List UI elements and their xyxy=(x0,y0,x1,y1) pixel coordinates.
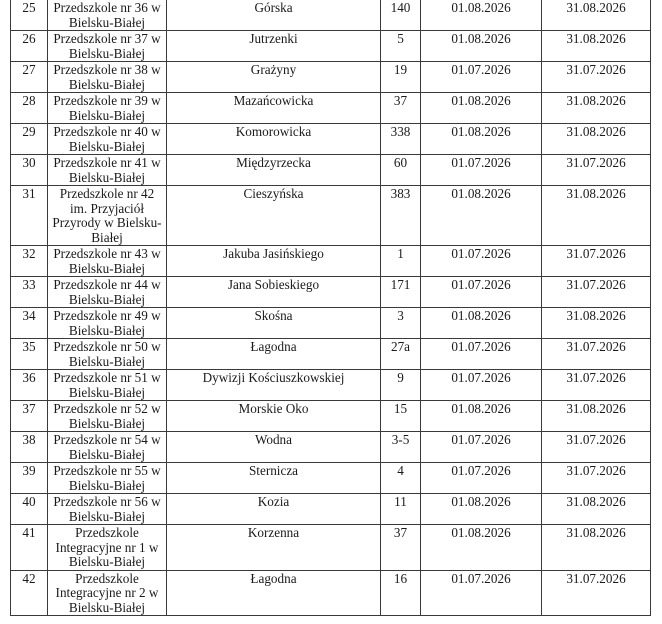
row-number-cell: 25 xyxy=(11,0,48,31)
building-number-cell: 4 xyxy=(381,463,421,494)
building-number-cell: 15 xyxy=(381,401,421,432)
kindergarten-name-cell: Przedszkole nr 41 w Bielsku-Białej xyxy=(48,155,167,186)
building-number-cell: 37 xyxy=(381,93,421,124)
kindergarten-name-cell: Przedszkole nr 36 w Bielsku-Białej xyxy=(48,0,167,31)
date-from-cell: 01.08.2026 xyxy=(421,525,542,571)
row-number-cell: 42 xyxy=(11,570,48,616)
date-to-cell: 31.08.2026 xyxy=(542,401,651,432)
date-from-cell: 01.07.2026 xyxy=(421,155,542,186)
row-number-cell: 29 xyxy=(11,124,48,155)
date-from-cell: 01.07.2026 xyxy=(421,570,542,616)
row-number-cell: 33 xyxy=(11,277,48,308)
table-row xyxy=(11,463,651,494)
row-number-cell: 37 xyxy=(11,401,48,432)
street-name-cell: Cieszyńska xyxy=(167,186,381,246)
building-number-cell: 3 xyxy=(381,308,421,339)
building-number-cell: 27a xyxy=(381,339,421,370)
date-to-cell: 31.07.2026 xyxy=(542,370,651,401)
kindergarten-name-cell: Przedszkole nr 52 w Bielsku-Białej xyxy=(48,401,167,432)
kindergarten-name-cell: Przedszkole nr 38 w Bielsku-Białej xyxy=(48,62,167,93)
table-row xyxy=(11,186,651,246)
row-number-cell: 39 xyxy=(11,463,48,494)
street-name-cell: Skośna xyxy=(167,308,381,339)
street-name-cell: Korzenna xyxy=(167,525,381,571)
date-to-cell: 31.08.2026 xyxy=(542,0,651,31)
street-name-cell: Górska xyxy=(167,0,381,31)
kindergarten-name-cell: Przedszkole nr 50 w Bielsku-Białej xyxy=(48,339,167,370)
street-name-cell: Wodna xyxy=(167,432,381,463)
date-from-cell: 01.08.2026 xyxy=(421,93,542,124)
row-number-cell: 28 xyxy=(11,93,48,124)
table-row xyxy=(11,124,651,155)
date-to-cell: 31.07.2026 xyxy=(542,62,651,93)
street-name-cell: Dywizji Kościuszkowskiej xyxy=(167,370,381,401)
kindergarten-name-cell: Przedszkole nr 43 w Bielsku-Białej xyxy=(48,246,167,277)
date-from-cell: 01.07.2026 xyxy=(421,370,542,401)
row-number-cell: 40 xyxy=(11,494,48,525)
table-row xyxy=(11,494,651,525)
date-to-cell: 31.07.2026 xyxy=(542,277,651,308)
table-row xyxy=(11,570,651,616)
date-from-cell: 01.08.2026 xyxy=(421,0,542,31)
row-number-cell: 35 xyxy=(11,339,48,370)
date-to-cell: 31.07.2026 xyxy=(542,155,651,186)
building-number-cell: 5 xyxy=(381,31,421,62)
date-from-cell: 01.07.2026 xyxy=(421,277,542,308)
date-to-cell: 31.07.2026 xyxy=(542,570,651,616)
kindergarten-schedule-table xyxy=(10,0,651,616)
row-number-cell: 41 xyxy=(11,525,48,571)
building-number-cell: 60 xyxy=(381,155,421,186)
street-name-cell: Jakuba Jasińskiego xyxy=(167,246,381,277)
date-to-cell: 31.07.2026 xyxy=(542,432,651,463)
kindergarten-name-cell: Przedszkole nr 44 w Bielsku-Białej xyxy=(48,277,167,308)
date-from-cell: 01.08.2026 xyxy=(421,124,542,155)
row-number-cell: 30 xyxy=(11,155,48,186)
table-row xyxy=(11,339,651,370)
street-name-cell: Morskie Oko xyxy=(167,401,381,432)
street-name-cell: Kozia xyxy=(167,494,381,525)
street-name-cell: Jutrzenki xyxy=(167,31,381,62)
row-number-cell: 31 xyxy=(11,186,48,246)
date-to-cell: 31.08.2026 xyxy=(542,186,651,246)
table-row xyxy=(11,432,651,463)
table-row xyxy=(11,308,651,339)
date-from-cell: 01.07.2026 xyxy=(421,339,542,370)
street-name-cell: Sternicza xyxy=(167,463,381,494)
table-row xyxy=(11,401,651,432)
kindergarten-name-cell: Przedszkole Integracyjne nr 2 w Bielsku-Białej xyxy=(48,570,167,616)
kindergarten-name-cell: Przedszkole nr 42 im. Przyjaciół Przyrody w Bielsku-Białej xyxy=(48,186,167,246)
kindergarten-name-cell: Przedszkole nr 37 w Bielsku-Białej xyxy=(48,31,167,62)
building-number-cell: 19 xyxy=(381,62,421,93)
kindergarten-name-cell: Przedszkole nr 49 w Bielsku-Białej xyxy=(48,308,167,339)
kindergarten-name-cell: Przedszkole nr 54 w Bielsku-Białej xyxy=(48,432,167,463)
row-number-cell: 32 xyxy=(11,246,48,277)
street-name-cell: Jana Sobieskiego xyxy=(167,277,381,308)
kindergarten-name-cell: Przedszkole nr 39 w Bielsku-Białej xyxy=(48,93,167,124)
date-to-cell: 31.08.2026 xyxy=(542,124,651,155)
street-name-cell: Mazańcowicka xyxy=(167,93,381,124)
date-from-cell: 01.08.2026 xyxy=(421,401,542,432)
date-to-cell: 31.08.2026 xyxy=(542,93,651,124)
row-number-cell: 34 xyxy=(11,308,48,339)
kindergarten-name-cell: Przedszkole nr 56 w Bielsku-Białej xyxy=(48,494,167,525)
kindergarten-name-cell: Przedszkole nr 55 w Bielsku-Białej xyxy=(48,463,167,494)
row-number-cell: 27 xyxy=(11,62,48,93)
table-body xyxy=(11,0,651,616)
row-number-cell: 26 xyxy=(11,31,48,62)
table-row xyxy=(11,155,651,186)
date-from-cell: 01.07.2026 xyxy=(421,246,542,277)
date-to-cell: 31.08.2026 xyxy=(542,308,651,339)
building-number-cell: 11 xyxy=(381,494,421,525)
date-to-cell: 31.07.2026 xyxy=(542,463,651,494)
date-from-cell: 01.08.2026 xyxy=(421,186,542,246)
table-row xyxy=(11,525,651,571)
date-to-cell: 31.08.2026 xyxy=(542,31,651,62)
street-name-cell: Międzyrzecka xyxy=(167,155,381,186)
date-from-cell: 01.08.2026 xyxy=(421,494,542,525)
building-number-cell: 383 xyxy=(381,186,421,246)
table-row xyxy=(11,370,651,401)
kindergarten-name-cell: Przedszkole nr 51 w Bielsku-Białej xyxy=(48,370,167,401)
date-from-cell: 01.07.2026 xyxy=(421,432,542,463)
building-number-cell: 9 xyxy=(381,370,421,401)
street-name-cell: Grażyny xyxy=(167,62,381,93)
table-row xyxy=(11,31,651,62)
date-to-cell: 31.07.2026 xyxy=(542,339,651,370)
date-to-cell: 31.07.2026 xyxy=(542,246,651,277)
row-number-cell: 38 xyxy=(11,432,48,463)
street-name-cell: Łagodna xyxy=(167,570,381,616)
building-number-cell: 3-5 xyxy=(381,432,421,463)
street-name-cell: Łagodna xyxy=(167,339,381,370)
table-row xyxy=(11,246,651,277)
kindergarten-name-cell: Przedszkole nr 40 w Bielsku-Białej xyxy=(48,124,167,155)
date-to-cell: 31.08.2026 xyxy=(542,494,651,525)
date-from-cell: 01.07.2026 xyxy=(421,62,542,93)
building-number-cell: 338 xyxy=(381,124,421,155)
table-row xyxy=(11,93,651,124)
street-name-cell: Komorowicka xyxy=(167,124,381,155)
date-from-cell: 01.08.2026 xyxy=(421,31,542,62)
date-from-cell: 01.07.2026 xyxy=(421,463,542,494)
date-from-cell: 01.08.2026 xyxy=(421,308,542,339)
kindergarten-name-cell: Przedszkole Integracyjne nr 1 w Bielsku-Białej xyxy=(48,525,167,571)
table-row xyxy=(11,62,651,93)
building-number-cell: 140 xyxy=(381,0,421,31)
building-number-cell: 16 xyxy=(381,570,421,616)
row-number-cell: 36 xyxy=(11,370,48,401)
date-to-cell: 31.08.2026 xyxy=(542,525,651,571)
building-number-cell: 171 xyxy=(381,277,421,308)
table-row xyxy=(11,277,651,308)
table-row xyxy=(11,0,651,31)
building-number-cell: 1 xyxy=(381,246,421,277)
building-number-cell: 37 xyxy=(381,525,421,571)
